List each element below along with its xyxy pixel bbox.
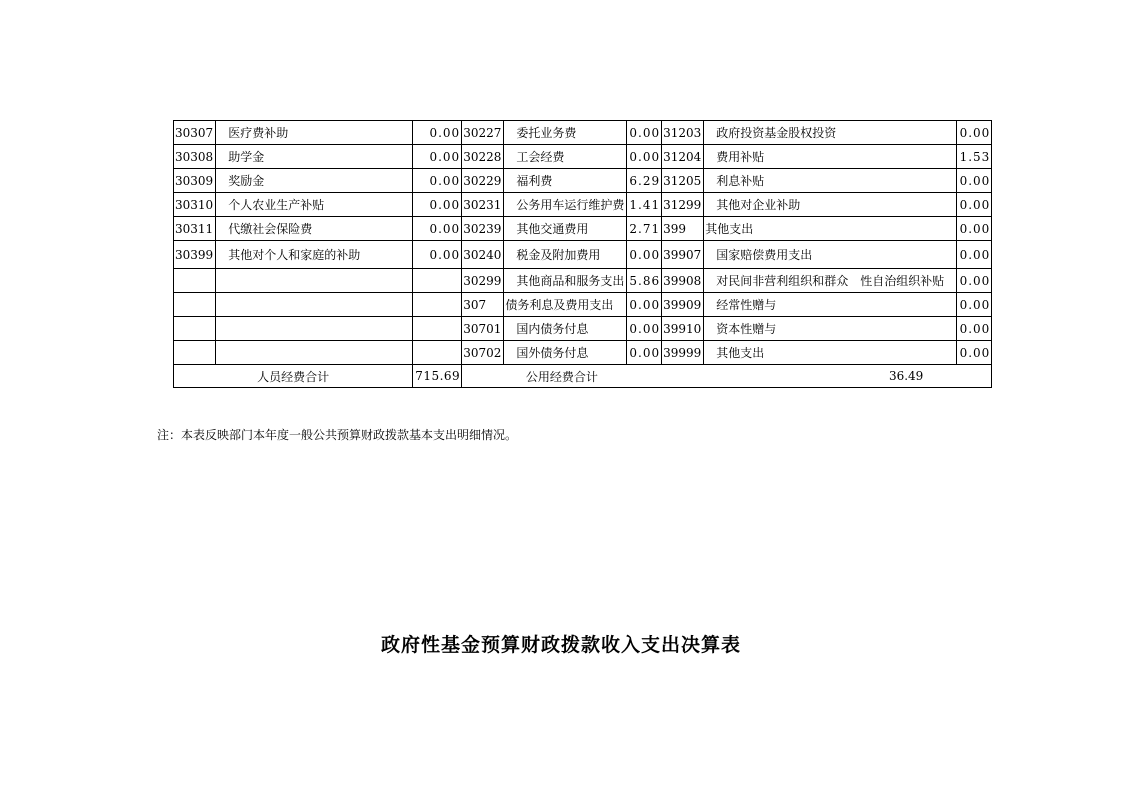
code-cell [174,317,216,341]
table-row [174,193,992,217]
item-name-cell: 政府投资基金股权投资 [704,121,957,145]
amount-cell [413,293,462,317]
table-row [174,341,992,365]
code-cell: 30227 [462,121,504,145]
code-cell: 30309 [174,169,216,193]
amount-cell: 0.00 [627,341,662,365]
code-cell: 30310 [174,193,216,217]
amount-cell: 0.00 [957,317,992,341]
amount-cell [413,317,462,341]
item-name-cell: 利息补贴 [704,169,957,193]
amount-cell: 0.00 [957,169,992,193]
item-name-cell: 奖励金 [216,169,413,193]
code-cell [174,269,216,293]
amount-cell: 0.00 [957,193,992,217]
code-cell [174,341,216,365]
personnel-total-value: 715.69 [413,365,462,388]
amount-cell [413,341,462,365]
item-name-cell: 公务用车运行维护费 [504,193,627,217]
item-name-cell [216,293,413,317]
amount-cell: 0.00 [627,241,662,269]
amount-cell: 0.00 [627,145,662,169]
code-cell: 39910 [662,317,704,341]
item-name-cell: 助学金 [216,145,413,169]
item-name-cell [216,317,413,341]
code-cell: 30399 [174,241,216,269]
item-name-cell: 委托业务费 [504,121,627,145]
amount-cell: 1.41 [627,193,662,217]
amount-cell: 0.00 [413,169,462,193]
item-name-cell: 其他交通费用 [504,217,627,241]
expenditure-detail-table [173,120,992,388]
table-row [174,121,992,145]
code-cell: 30307 [174,121,216,145]
amount-cell: 0.00 [627,317,662,341]
code-cell: 30299 [462,269,504,293]
item-name-cell: 医疗费补助 [216,121,413,145]
code-cell: 399 [662,217,704,241]
item-name-cell: 债务利息及费用支出 [504,293,627,317]
item-name-cell: 代缴社会保险费 [216,217,413,241]
code-cell: 30239 [462,217,504,241]
table-row [174,241,992,269]
code-cell: 39908 [662,269,704,293]
table-row [174,217,992,241]
amount-cell: 0.00 [957,341,992,365]
item-name-cell: 其他对个人和家庭的补助 [216,241,413,269]
table-row [174,269,992,293]
public-total-value: 36.49 [662,365,992,388]
totals-row [174,365,992,388]
code-cell: 307 [462,293,504,317]
amount-cell: 0.00 [957,121,992,145]
code-cell: 30240 [462,241,504,269]
amount-cell: 0.00 [413,193,462,217]
code-cell: 30229 [462,169,504,193]
amount-cell: 0.00 [957,269,992,293]
item-name-cell: 国外债务付息 [504,341,627,365]
code-cell: 30311 [174,217,216,241]
code-cell: 31299 [662,193,704,217]
code-cell: 31203 [662,121,704,145]
public-total-label: 公用经费合计 [462,365,662,388]
amount-cell: 0.00 [413,217,462,241]
item-name-cell [216,341,413,365]
table-row [174,317,992,341]
table-row [174,293,992,317]
amount-cell: 0.00 [957,217,992,241]
code-cell: 30702 [462,341,504,365]
code-cell: 31204 [662,145,704,169]
item-name-cell: 个人农业生产补贴 [216,193,413,217]
amount-cell [413,269,462,293]
table-body [174,121,992,365]
next-table-title: 政府性基金预算财政拨款收入支出决算表 [380,634,741,656]
amount-cell: 2.71 [627,217,662,241]
amount-cell: 0.00 [627,121,662,145]
amount-cell: 0.00 [957,241,992,269]
amount-cell: 1.53 [957,145,992,169]
amount-cell: 0.00 [413,241,462,269]
item-name-cell: 经常性赠与 [704,293,957,317]
item-name-cell: 其他对企业补助 [704,193,957,217]
amount-cell: 0.00 [957,293,992,317]
item-name-cell: 国家赔偿费用支出 [704,241,957,269]
code-cell: 30701 [462,317,504,341]
amount-cell: 5.86 [627,269,662,293]
code-cell: 39907 [662,241,704,269]
code-cell [174,293,216,317]
code-cell: 31205 [662,169,704,193]
code-cell: 30231 [462,193,504,217]
item-name-cell: 其他支出 [704,341,957,365]
item-name-cell: 税金及附加费用 [504,241,627,269]
amount-cell: 6.29 [627,169,662,193]
item-name-cell: 福利费 [504,169,627,193]
amount-cell: 0.00 [413,121,462,145]
table-row [174,145,992,169]
item-name-cell [216,269,413,293]
item-name-cell: 国内债务付息 [504,317,627,341]
code-cell: 39999 [662,341,704,365]
personnel-total-label: 人员经费合计 [174,365,413,388]
table-row [174,169,992,193]
item-name-cell: 工会经费 [504,145,627,169]
item-name-cell: 对民间非营利组织和群众 性自治组织补贴 [704,269,957,293]
code-cell: 30228 [462,145,504,169]
code-cell: 30308 [174,145,216,169]
item-name-cell: 其他商品和服务支出 [504,269,627,293]
code-cell: 39909 [662,293,704,317]
item-name-cell: 费用补贴 [704,145,957,169]
item-name-cell: 其他支出 [704,217,957,241]
item-name-cell: 资本性赠与 [704,317,957,341]
amount-cell: 0.00 [627,293,662,317]
amount-cell: 0.00 [413,145,462,169]
table-footnote: 注：本表反映部门本年度一般公共预算财政拨款基本支出明细情况。 [157,428,518,442]
